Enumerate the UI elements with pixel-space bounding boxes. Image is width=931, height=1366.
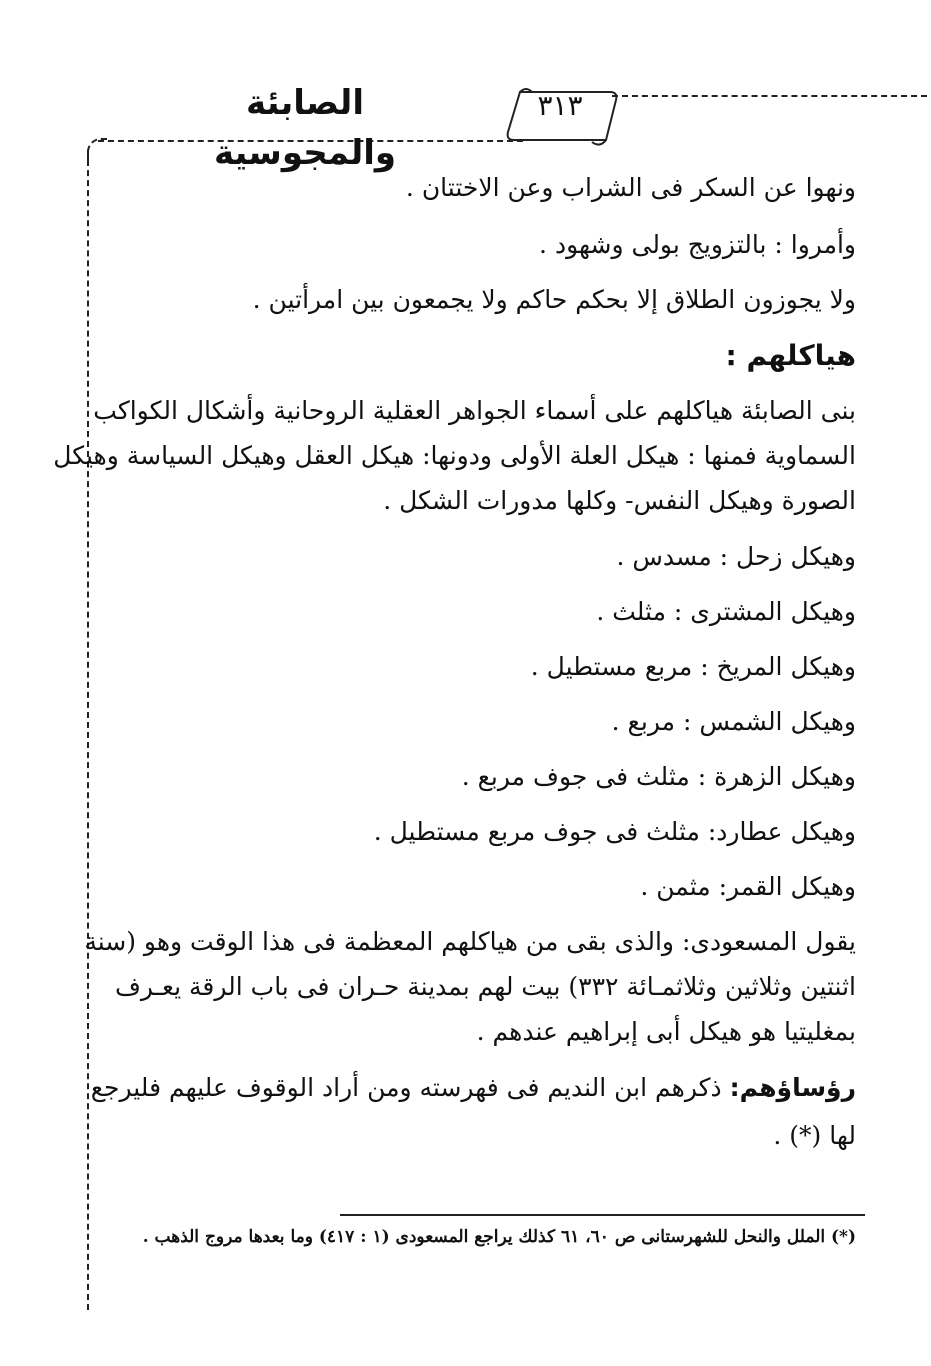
frame-corner xyxy=(87,138,109,160)
leaders-heading: رؤساؤهم: xyxy=(729,1073,856,1102)
header-dashed-rule-right xyxy=(612,95,927,97)
page-number: ٣١٣ xyxy=(537,89,583,122)
paragraph-line: السماوية فمنها : هيكل العلة الأولى ودونها: هيكل العقل وهيكل السياسة وهيكل xyxy=(53,441,856,470)
frame-dashed-border xyxy=(87,150,89,1310)
temple-item: وهيكل عطارد: مثلث فى جوف مربع مستطيل . xyxy=(373,817,856,846)
paragraph-line: الصورة وهيكل النفس- وكلها مدورات الشكل . xyxy=(383,486,856,515)
section-heading-temples: هياكلهم : xyxy=(725,339,856,372)
footnote-rule xyxy=(340,1214,865,1216)
temple-item: وهيكل زحل : مسدس . xyxy=(616,542,856,571)
footnote: (*) الملل والنحل للشهرستانى ص ٦٠، ٦١ كذلك يراجع المسعودى (١ : ٤١٧) وما بعدها مروج الذهب . xyxy=(142,1227,856,1247)
paragraph-line: اثنتين وثلاثين وثلاثمـائة ٣٣٢) بيت لهم بمدينة حـران فى باب الرقة يعـرف xyxy=(115,972,856,1001)
temple-item: وهيكل الزهرة : مثلث فى جوف مربع . xyxy=(461,762,856,791)
leaders-line xyxy=(91,1068,856,1108)
paragraph-line: يقول المسعودى: والذى بقى من هياكلهم المعظمة فى هذا الوقت وهو (سنة xyxy=(84,927,856,956)
paragraph-line: بنى الصابئة هياكلهم على أسماء الجواهر العقلية الروحانية وأشكال الكواكب xyxy=(93,396,856,425)
running-header-title: الصابئة والمجوسية xyxy=(213,83,397,173)
temple-item: وهيكل الشمس : مربع . xyxy=(611,707,856,736)
text-line: ولا يجوزون الطلاق إلا بحكم حاكم ولا يجمعون بين امرأتين . xyxy=(252,285,856,314)
temple-item: وهيكل القمر: مثمن . xyxy=(640,872,856,901)
paragraph-line: بمغليتيا هو هيكل أبى إبراهيم عندهم . xyxy=(476,1017,856,1046)
temple-item: وهيكل المريخ : مربع مستطيل . xyxy=(530,652,856,681)
leaders-line-end: لها (*) . xyxy=(773,1121,856,1150)
leaders-text: ذكرهم ابن النديم فى فهرسته ومن أراد الوقوف عليهم فليرجع xyxy=(90,1073,730,1102)
text-line: ونهوا عن السكر فى الشراب وعن الاختتان . xyxy=(405,173,856,202)
text-line: وأمروا : بالتزويج بولى وشهود . xyxy=(539,230,856,259)
temple-item: وهيكل المشترى : مثلث . xyxy=(596,597,856,626)
